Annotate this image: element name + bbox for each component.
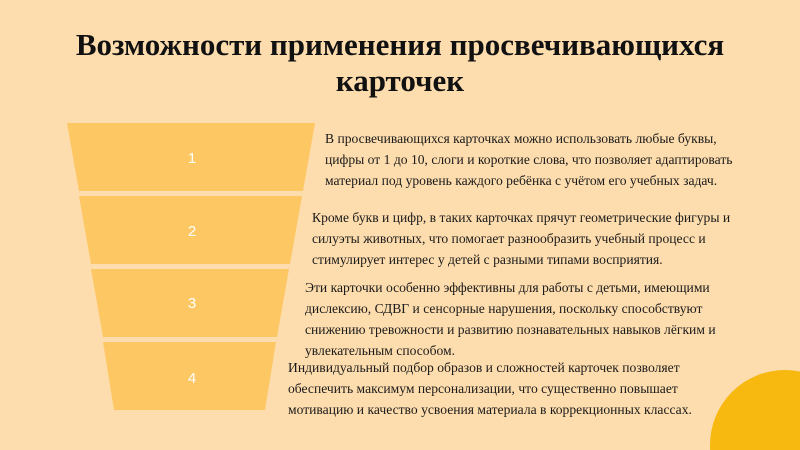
step-number-2: 2 — [187, 223, 197, 240]
slide-title: Возможности применения просвечивающихся карточек — [75, 27, 725, 98]
step-description-1: В просвечивающихся карточках можно использовать любые буквы, цифры от 1 до 10, слоги и короткие слова, что позволяет адаптировать материал под уровень каждого ребёнка с учётом его учебных задач. — [325, 131, 733, 188]
funnel-step-2 — [79, 196, 302, 264]
step-number-3: 3 — [187, 295, 197, 312]
funnel-step-4 — [103, 342, 276, 410]
step-description-2: Кроме букв и цифр, в таких карточках прячут геометрические фигуры и силуэты животных, что помогает разнообразить учебный процесс и стимулирует интерес у детей с разными типами восприятия. — [312, 210, 731, 267]
funnel-step-1 — [67, 123, 315, 191]
step-description-3: Эти карточки особенно эффективны для работы с детьми, имеющими дислексию, СДВГ и сенсорные нарушения, поскольку способствуют снижению тревожности и развитию познавательных навыков лёгким и увлекательным способом. — [305, 280, 716, 358]
step-number-4: 4 — [187, 370, 197, 387]
step-description-4: Индивидуальный подбор образов и сложностей карточек позволяет обеспечить максимум персонализации, что существенно повышает мотивацию и качество усвоения материала в коррекционных классах. — [288, 360, 692, 417]
step-number-1: 1 — [187, 150, 197, 167]
funnel-step-3 — [91, 269, 289, 337]
